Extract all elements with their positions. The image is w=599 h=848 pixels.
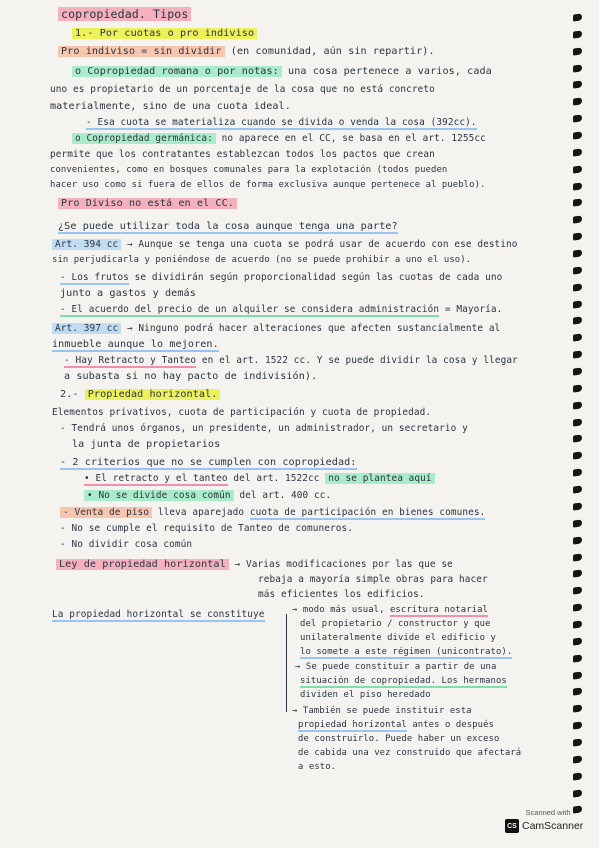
- note-line: permite que los contratantes establezcan todos los pactos que crean: [50, 149, 435, 160]
- note-line: - Venta de piso lleva aparejado cuota de participación en bienes comunes.: [60, 506, 485, 519]
- binding-hole: [573, 81, 582, 89]
- note-line: Pro Diviso no está en el CC.: [58, 197, 237, 210]
- note-line: - No se cumple el requisito de Tanteo de comuneros.: [60, 523, 353, 534]
- binding-hole: [573, 603, 582, 611]
- binding-hole: [573, 182, 582, 190]
- binding-hole: [573, 519, 582, 527]
- binding-hole: [573, 131, 582, 139]
- note-line: inmueble aunque lo mejoren.: [52, 339, 219, 350]
- note-line: Elementos privativos, cuota de participación y cuota de propiedad.: [52, 407, 432, 418]
- binding-hole: [573, 485, 582, 493]
- note-line: de construirlo. Puede haber un exceso: [298, 734, 500, 744]
- note-line: la junta de propietarios: [72, 439, 221, 450]
- note-line: rebaja a mayoría simple obras para hacer: [258, 574, 488, 585]
- spiral-binding: [573, 14, 585, 814]
- binding-hole: [573, 553, 582, 561]
- binding-hole: [573, 148, 582, 156]
- binding-hole: [573, 418, 582, 426]
- note-line: - 2 criterios que no se cumplen con copropiedad:: [60, 457, 357, 468]
- binding-hole: [573, 317, 582, 325]
- binding-hole: [573, 266, 582, 274]
- note-line: La propiedad horizontal se constituye: [52, 609, 265, 620]
- note-line: - El acuerdo del precio de un alquiler se considera administración = Mayoría.: [60, 304, 503, 315]
- binding-hole: [573, 300, 582, 308]
- note-line: uno es propietario de un porcentaje de la cosa que no está concreto: [50, 84, 435, 95]
- binding-hole: [573, 536, 582, 544]
- note-line: del propietario / constructor y que: [300, 619, 491, 629]
- brace-line: [286, 614, 287, 712]
- binding-hole: [573, 401, 582, 409]
- binding-hole: [573, 654, 582, 662]
- note-line: → modo más usual, escritura notarial: [292, 605, 488, 615]
- binding-hole: [573, 249, 582, 257]
- note-line: materialmente, sino de una cuota ideal.: [50, 101, 291, 112]
- note-line: unilateralmente divide el edificio y: [300, 633, 496, 643]
- camscanner-brand-label: CamScanner: [522, 820, 584, 832]
- note-line: lo somete a este régimen (unicontrato).: [300, 647, 513, 657]
- note-line: de cabida una vez construido que afectará: [298, 748, 522, 758]
- page-title: copropiedad. Tipos: [58, 8, 191, 21]
- note-line: dividen el piso heredado: [300, 690, 431, 700]
- note-line: Ley de propiedad horizontal → Varias modificaciones por las que se: [56, 558, 453, 571]
- binding-hole: [573, 384, 582, 392]
- binding-hole: [573, 705, 582, 713]
- binding-hole: [573, 469, 582, 477]
- binding-hole: [573, 199, 582, 207]
- note-line: junto a gastos y demás: [60, 288, 196, 299]
- note-line: - Esa cuota se materializa cuando se divida o venda la cosa (392cc).: [86, 117, 477, 128]
- note-line: situación de copropiedad. Los hermanos: [300, 676, 507, 686]
- binding-hole: [573, 435, 582, 443]
- binding-hole: [573, 789, 582, 797]
- note-line: → Se puede constituir a partir de una: [295, 662, 497, 672]
- camscanner-logo-icon: CS: [505, 819, 519, 833]
- camscanner-stamp: [505, 808, 591, 833]
- binding-hole: [573, 283, 582, 291]
- note-line: convenientes, como en bosques comunales para la explotación (todos pueden: [50, 165, 448, 175]
- binding-hole: [573, 620, 582, 628]
- section-1-heading: 1.- Por cuotas o pro indiviso: [72, 27, 257, 40]
- binding-hole: [573, 98, 582, 106]
- binding-hole: [573, 755, 582, 763]
- binding-hole: [573, 47, 582, 55]
- note-line: - Tendrá unos órganos, un presidente, un administrador, un secretario y: [60, 423, 468, 434]
- note-line: o Copropiedad romana o por notas: una cosa pertenece a varios, cada: [72, 65, 492, 78]
- note-line: - No dividir cosa común: [60, 539, 193, 550]
- binding-hole: [573, 587, 582, 595]
- binding-hole: [573, 233, 582, 241]
- note-line: - Hay Retracto y Tanteo en el art. 1522 cc. Y se puede dividir la cosa y llegar: [64, 355, 518, 366]
- question-line: ¿Se puede utilizar toda la cosa aunque tenga una parte?: [58, 221, 398, 232]
- note-line: a subasta si no hay pacto de indivisión).: [64, 371, 318, 382]
- note-line: Art. 397 cc → Ninguno podrá hacer alteraciones que afecten sustancialmente al: [52, 322, 500, 335]
- binding-hole: [573, 115, 582, 123]
- binding-hole: [573, 688, 582, 696]
- binding-hole: [573, 570, 582, 578]
- note-line: o Copropiedad germánica: no aparece en el CC, se basa en el art. 1255cc: [72, 132, 486, 145]
- note-line: más eficientes los edificios.: [258, 589, 425, 600]
- note-line: • No se divide cosa común del art. 400 cc.: [84, 489, 331, 502]
- binding-hole: [573, 637, 582, 645]
- binding-hole: [573, 738, 582, 746]
- binding-hole: [573, 64, 582, 72]
- note-line: propiedad horizontal antes o después: [298, 720, 494, 730]
- note-line: → También se puede instituir esta: [292, 706, 472, 716]
- section-2-heading: 2.- Propiedad horizontal.: [60, 388, 220, 401]
- note-line: Pro indiviso = sin dividir (en comunidad, aún sin repartir).: [58, 45, 435, 58]
- note-line: sin perjudicarla y poniéndose de acuerdo (no se puede prohibir a uno el uso).: [52, 255, 472, 265]
- binding-hole: [573, 334, 582, 342]
- binding-hole: [573, 671, 582, 679]
- binding-hole: [573, 216, 582, 224]
- binding-hole: [573, 772, 582, 780]
- note-line: Art. 394 cc → Aunque se tenga una cuota se podrá usar de acuerdo con ese destino: [52, 238, 518, 251]
- binding-hole: [573, 30, 582, 38]
- scanned-with-label: Scanned with: [525, 808, 571, 817]
- note-line: - Los frutos se dividirán según proporcionalidad según las cuotas de cada uno: [60, 272, 503, 283]
- binding-hole: [573, 351, 582, 359]
- note-line: hacer uso como si fuera de ellos de forma exclusiva aunque pertenece al pueblo).: [50, 180, 486, 190]
- note-line: • El retracto y el tanteo del art. 1522cc no se plantea aquí: [84, 472, 435, 485]
- binding-hole: [573, 165, 582, 173]
- binding-hole: [573, 721, 582, 729]
- note-line: a esto.: [298, 762, 337, 772]
- binding-hole: [573, 13, 582, 21]
- binding-hole: [573, 502, 582, 510]
- binding-hole: [573, 452, 582, 460]
- binding-hole: [573, 367, 582, 375]
